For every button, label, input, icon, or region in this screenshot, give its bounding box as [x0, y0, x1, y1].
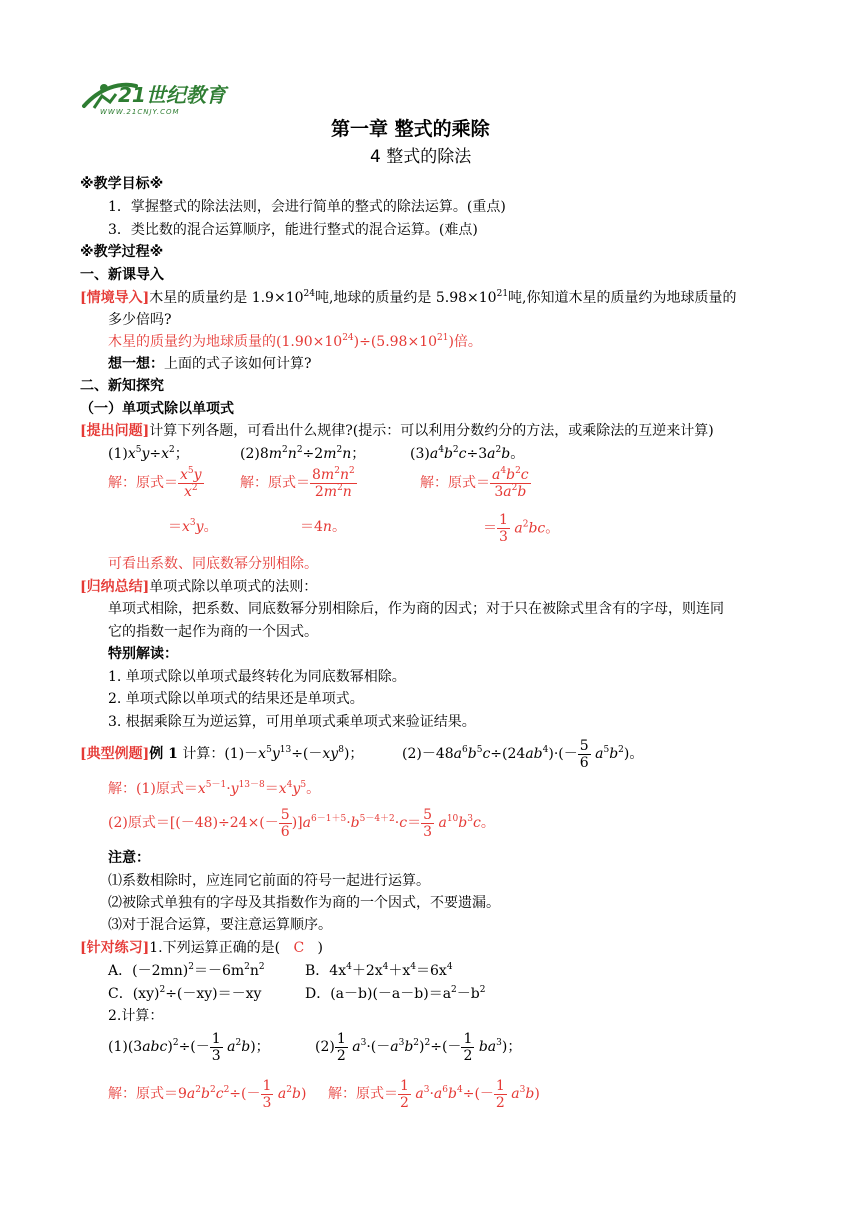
- svg-text:21世纪教育: 21世纪教育: [118, 83, 226, 107]
- subsection-1-heading: （一）单项式除以单项式: [80, 401, 234, 417]
- intro-line-1: [情境导入]木星的质量约是 $1.9\times 10^{24}$吨,地球的质量约是 $5.98\times 10^{21}$吨,你知道木星的质量约为地球质量的: [80, 289, 737, 306]
- 21cnjy-logo: [80, 76, 230, 118]
- solution-3: 解：原式＝ $\frac{a^4b^2c}{3a^2b}$: [420, 465, 529, 500]
- practice-question-1: [针对练习]1.下列运算正确的是( C ): [80, 940, 323, 956]
- example-solution-1: 解：(1)原式$=x^{5-1}\cdot y^{13-8}=x^4y^5$。: [108, 780, 321, 797]
- process-heading: ※教学过程※: [80, 244, 164, 260]
- practice-2-part-2: (2) $\frac{1}{2}$ $a^3\cdot(-a^3b^2)^2\div(-$ $\frac{1}{2}$ $ba^3$)；: [315, 1030, 522, 1064]
- special-heading: 特别解读：: [108, 646, 178, 662]
- page-title: 第一章 整式的乘除: [331, 118, 490, 140]
- question-line: [提出问题]计算下列各题，可看出什么规律?(提示：可以利用分数约分的方法，或乘除法的互逆来计算): [80, 423, 714, 439]
- think-line: 想一想：上面的式子该如何计算?: [108, 356, 312, 372]
- note-heading: 注意：: [108, 850, 150, 866]
- special-3: 3. 根据乘除互为逆运算，可用单项式乘单项式来验证结果。: [108, 714, 476, 730]
- result-3: ＝ $\frac{1}{3}$ $a^2bc$。: [483, 512, 560, 545]
- problem-2: $(2)8m^2n^2\div 2m^2n$；: [240, 445, 366, 462]
- goals-heading: ※教学目标※: [80, 176, 164, 192]
- special-2: 2. 单项式除以单项式的结果还是单项式。: [108, 691, 364, 707]
- practice-question-2: 2.计算：: [108, 1008, 164, 1024]
- practice-2-part-1: $(1)(3abc)^2\div(-$ $\frac{1}{3}$ $a^2b$)；: [108, 1030, 270, 1064]
- intro-tag: [情境导入]: [80, 290, 150, 306]
- note-3: ⑶对于混合运算，要注意运算顺序。: [108, 917, 332, 933]
- intro-answer: 木星的质量约为地球质量的$(1.90\times 10^{24})\div(5.98\times 10^{21})$倍。: [108, 333, 482, 350]
- rule-line-1: 单项式相除，把系数、同底数幂分别相除后，作为商的因式；对于只在被除式里含有的字母，则连同: [108, 601, 724, 617]
- solution-1: 解：原式＝ $\frac{x^5y}{x^2}$: [108, 465, 202, 500]
- option-b: B．$4x^4+2x^4+x^4=6x^4$: [305, 962, 453, 979]
- practice-answer: C: [293, 940, 305, 956]
- practice-solution-2: 解：原式＝ $\frac{1}{2}$ $a^3\cdot a^6b^4\div(-$ $\frac{1}{2}$ $a^3b$): [328, 1077, 540, 1111]
- option-c: C．(xy)$^2$÷(－xy)＝－xy: [108, 985, 262, 1002]
- example-solution-2: (2)原式＝[(－48)÷24×(－ $\frac{5}{6}$ )]$a^{6-1+5}\cdot b^{5-4+2}\cdot c=$ $\frac{5}{3}$ $a^{10}b^3c$。: [108, 806, 495, 840]
- option-a: A．$(-2mn)^2=-6m^2n^2$: [108, 962, 265, 979]
- solution-2: 解：原式＝ $\frac{8m^2n^2}{2m^2n}$: [240, 465, 355, 500]
- example-1-line: [典型例题]例 1 计算：$(1)-x^5y^{13}\div(-xy^8)$；: [80, 745, 364, 762]
- option-d: D．$(a-b)(-a-b)=a^2-b^2$: [305, 985, 486, 1002]
- intro-line-2: 多少倍吗?: [108, 312, 172, 328]
- note-2: ⑵被除式单独有的字母及其指数作为商的一个因式，不要遗漏。: [108, 895, 500, 911]
- result-2: ＝4n。: [300, 519, 346, 535]
- observation: 可看出系数、同底数幂分别相除。: [108, 556, 318, 572]
- result-1: $=x^3y$。: [168, 518, 218, 535]
- section-2-heading: 二、新知探究: [80, 378, 164, 394]
- page-subtitle: 4 整式的除法: [370, 147, 472, 167]
- problem-3: $(3)a^4b^2c\div 3a^2b$。: [410, 445, 525, 462]
- special-1: 1. 单项式除以单项式最终转化为同底数幂相除。: [108, 669, 406, 685]
- note-1: ⑴系数相除时，应连同它前面的符号一起进行运算。: [108, 873, 430, 889]
- practice-solution-1: 解：原式$=9a^2b^2c^2\div(-$ $\frac{1}{3}$ $a^2b$): [108, 1077, 307, 1111]
- example-1-part-2: $(2)-48a^6b^5c\div(24ab^4)\cdot(-$ $\frac{5}{6}$ $a^5b^2$)。: [402, 737, 644, 771]
- summary-line: [归纳总结]单项式除以单项式的法则：: [80, 579, 318, 595]
- problem-1: $(1)x^5y\div x^2$；: [108, 445, 189, 462]
- goal-2: 3．类比数的混合运算顺序，能进行整式的混合运算。(难点): [108, 222, 478, 238]
- svg-text:WWW.21CNJY.COM: WWW.21CNJY.COM: [100, 108, 180, 116]
- rule-line-2: 它的指数一起作为商的一个因式。: [108, 624, 318, 640]
- goal-1: 1．掌握整式的除法法则，会进行简单的整式的除法运算。(重点): [108, 199, 506, 215]
- section-1-heading: 一、新课导入: [80, 267, 164, 283]
